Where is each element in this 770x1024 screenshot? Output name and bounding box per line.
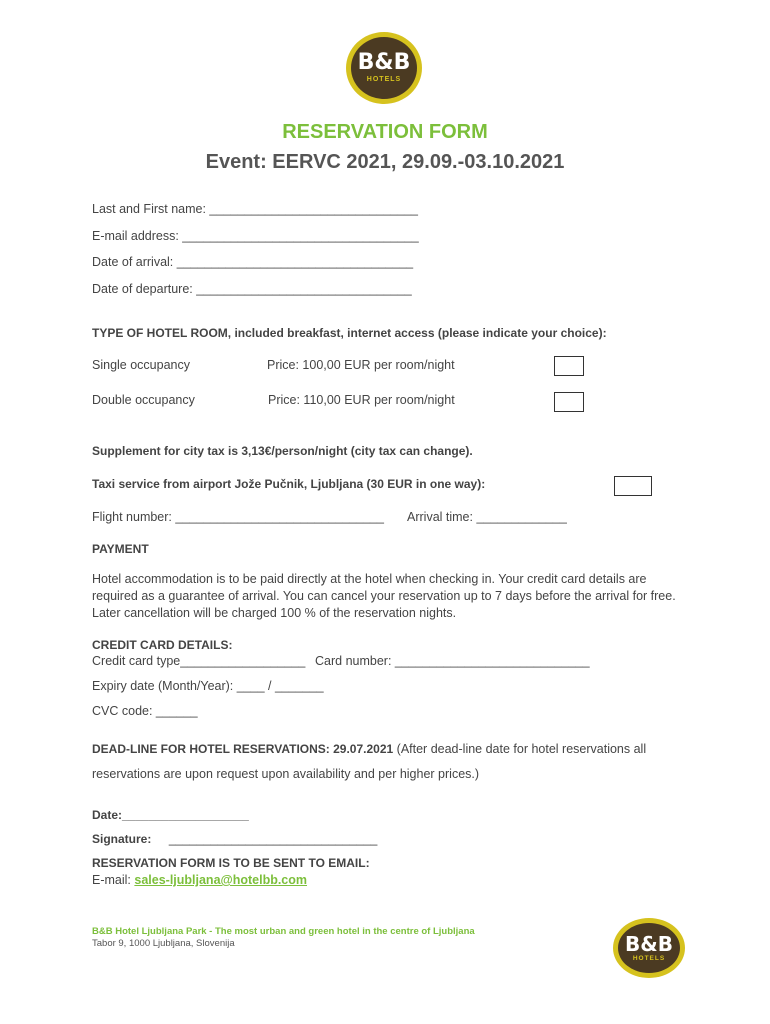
- taxi-service-label: Taxi service from airport Jože Pučnik, Ljubljana (30 EUR in one way):: [92, 477, 486, 491]
- send-email-heading: RESERVATION FORM IS TO BE SENT TO EMAIL:: [92, 856, 370, 870]
- event-title: Event: EERVC 2021, 29.09.-03.10.2021: [205, 151, 565, 173]
- expiry-date-field[interactable]: Expiry date (Month/Year): ____ / _______: [92, 679, 324, 693]
- payment-heading: PAYMENT: [92, 542, 149, 556]
- room-option-price-double: Price: 110,00 EUR per room/night: [268, 393, 455, 407]
- card-number-field[interactable]: Card number: ____________________________: [315, 654, 590, 668]
- room-type-heading: TYPE OF HOTEL ROOM, included breakfast, internet access (please indicate your choice):: [92, 326, 607, 340]
- single-occupancy-checkbox[interactable]: [554, 356, 584, 376]
- room-option-label-double: Double occupancy: [92, 393, 195, 407]
- city-tax-note: Supplement for city tax is 3,13€/person/night (city tax can change).: [92, 444, 473, 458]
- credit-card-type-field[interactable]: Credit card type__________________: [92, 654, 306, 668]
- taxi-service-checkbox[interactable]: [614, 476, 652, 496]
- logo-main-text: B&B: [357, 50, 411, 75]
- arrival-time-field[interactable]: Arrival time: _____________: [407, 510, 567, 524]
- email-field[interactable]: E-mail address: __________________________________: [92, 229, 419, 243]
- signature-field[interactable]: [92, 832, 377, 846]
- signature-label: Signature:: [92, 832, 152, 846]
- hotel-logo-bottom: [613, 918, 685, 978]
- name-field[interactable]: Last and First name: ______________________________: [92, 202, 418, 216]
- deadline-line-2: reservations are upon request upon availability and per higher prices.): [92, 767, 480, 781]
- email-contact: [92, 873, 307, 887]
- deadline-line-1: [92, 742, 646, 756]
- logo-main-text: B&B: [625, 932, 673, 956]
- arrival-date-field[interactable]: Date of arrival: __________________________________: [92, 255, 414, 269]
- footer-tagline: B&B Hotel Ljubljana Park - The most urban and green hotel in the centre of Ljubljana: [92, 926, 475, 937]
- flight-number-field[interactable]: Flight number: ______________________________: [92, 510, 384, 524]
- cvc-code-field[interactable]: CVC code: ______: [92, 704, 198, 718]
- email-label: E-mail:: [92, 873, 135, 887]
- footer-address: Tabor 9, 1000 Ljubljana, Slovenija: [92, 938, 235, 949]
- double-occupancy-checkbox[interactable]: [554, 392, 584, 412]
- room-option-label-single: Single occupancy: [92, 358, 190, 372]
- hotel-logo-top: [346, 32, 422, 104]
- sales-email-link[interactable]: sales-ljubljana@hotelbb.com: [134, 873, 308, 887]
- payment-text: Hotel accommodation is to be paid directly at the hotel when checking in. Your credit card details are required as a guarantee of arrival. You can cancel your reservation up to 7 days before the arrival for free. Later cancellation will be charged 100 % of the reservation nights.: [92, 572, 676, 620]
- logo-sub-text: HOTELS: [632, 955, 666, 962]
- deadline-text-1: (After dead-line date for hotel reservations all: [393, 742, 647, 756]
- deadline-bold: DEAD-LINE FOR HOTEL RESERVATIONS: 29.07.2021: [92, 742, 394, 756]
- departure-date-field[interactable]: Date of departure: _______________________________: [92, 282, 412, 296]
- date-field[interactable]: Date:___________________: [92, 808, 249, 822]
- credit-card-heading: CREDIT CARD DETAILS:: [92, 638, 233, 652]
- room-option-price-single: Price: 100,00 EUR per room/night: [267, 358, 455, 372]
- form-title: RESERVATION FORM: [282, 121, 488, 143]
- signature-line: ______________________________: [168, 832, 378, 846]
- logo-sub-text: HOTELS: [366, 76, 402, 83]
